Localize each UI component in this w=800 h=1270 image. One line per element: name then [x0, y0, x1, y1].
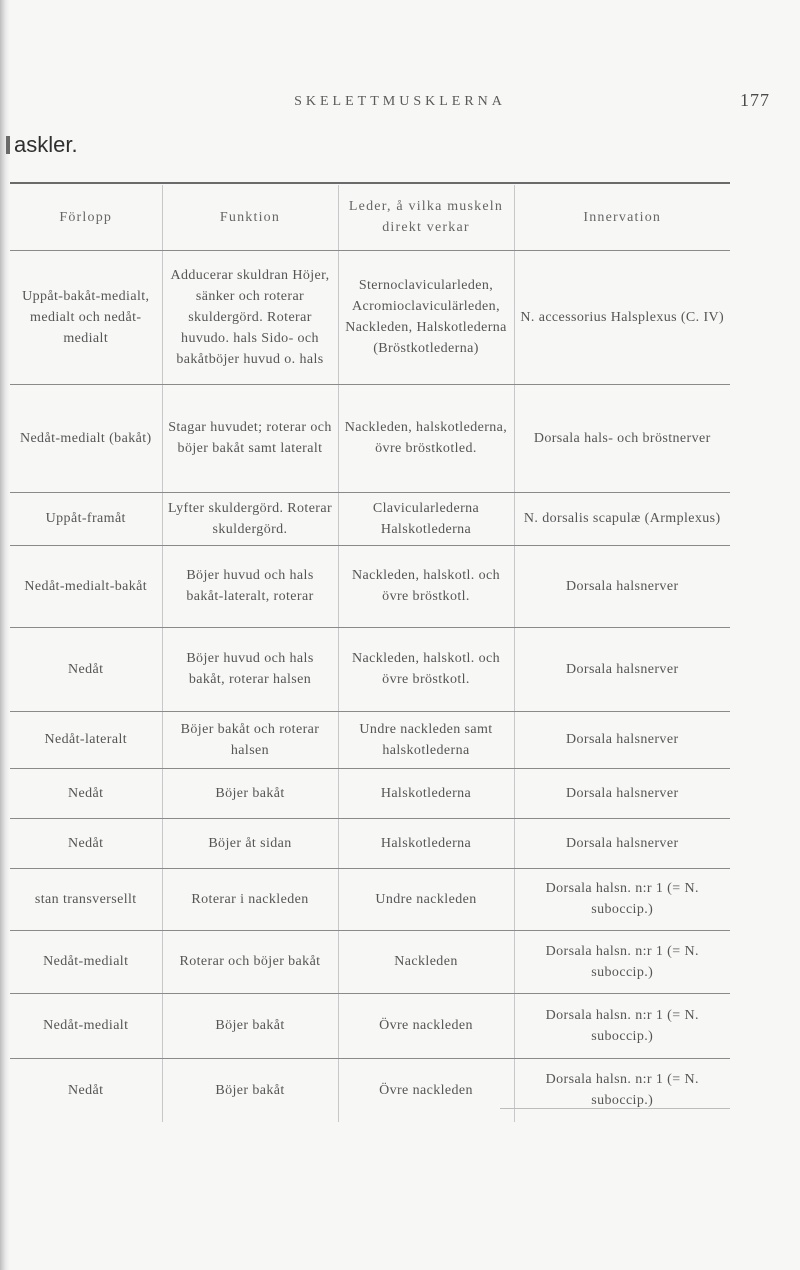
- cell-funktion: Böjer huvud och hals bakåt-lateralt, roterar: [162, 545, 338, 627]
- table-row: [10, 993, 730, 1058]
- cell-leder: Nackleden, halskotl. och övre bröstkotl.: [338, 545, 514, 627]
- cell-funktion: Roterar i nackleden: [162, 868, 338, 930]
- table-row: [10, 1058, 730, 1122]
- muscle-table: [10, 185, 730, 1122]
- section-title: askler.: [14, 132, 78, 157]
- cell-innervation: Dorsala halsnerver: [514, 545, 730, 627]
- cell-leder: Nackleden, halskotl. och övre bröstkotl.: [338, 627, 514, 711]
- cell-forlopp: Nedåt-medialt-bakåt: [10, 545, 162, 627]
- cell-leder: Halskotlederna: [338, 768, 514, 818]
- cell-leder: Undre nackleden: [338, 868, 514, 930]
- cell-forlopp: Nedåt-medialt (bakåt): [10, 384, 162, 492]
- cell-funktion: Böjer bakåt och roterar halsen: [162, 711, 338, 768]
- cell-innervation: Dorsala halsn. n:r 1 (= N. suboccip.): [514, 930, 730, 993]
- cell-forlopp: Uppåt-bakåt-medialt, medialt och nedåt-medialt: [10, 250, 162, 384]
- cell-forlopp: Nedåt-medialt: [10, 930, 162, 993]
- table-row: [10, 768, 730, 818]
- cell-leder: Nackleden: [338, 930, 514, 993]
- table-row: [10, 627, 730, 711]
- cell-funktion: Böjer åt sidan: [162, 818, 338, 868]
- cell-leder: Halskotlederna: [338, 818, 514, 868]
- table-row: [10, 384, 730, 492]
- table-row: [10, 930, 730, 993]
- table-header-row: [10, 185, 730, 250]
- cell-leder: Undre nackleden samt halskotlederna: [338, 711, 514, 768]
- cell-funktion: Roterar och böjer bakåt: [162, 930, 338, 993]
- cell-funktion: Böjer bakåt: [162, 993, 338, 1058]
- cell-innervation: Dorsala halsn. n:r 1 (= N. suboccip.): [514, 1058, 730, 1122]
- cell-forlopp: stan transversellt: [10, 868, 162, 930]
- table-row: [10, 711, 730, 768]
- cell-funktion: Böjer bakåt: [162, 768, 338, 818]
- cell-forlopp: Nedåt: [68, 1082, 104, 1098]
- column-header-leder: Leder, å vilka muskeln direkt verkar: [338, 185, 514, 250]
- cell-leder: Övre nackleden: [338, 993, 514, 1058]
- cell-innervation: Dorsala halsn. n:r 1 (= N. suboccip.): [514, 868, 730, 930]
- running-head: SKELETTMUSKLERNA: [294, 94, 506, 109]
- section-title-mark: [6, 136, 10, 154]
- cell-forlopp: Nedåt-lateralt: [10, 711, 162, 768]
- page-binding-shadow: [0, 0, 10, 1270]
- table-row: [10, 492, 730, 545]
- table-row: [10, 250, 730, 384]
- table-top-rule: [10, 182, 730, 184]
- cell-forlopp: Nedåt: [10, 818, 162, 868]
- cell-funktion: Böjer bakåt: [162, 1058, 338, 1122]
- cell-leder: Övre nackleden: [338, 1058, 514, 1122]
- cell-leder: Sternoclavicularleden, Acromioclaviculärleden, Nackleden, Halskotlederna (Bröstkotlederna): [338, 250, 514, 384]
- page-number: 177: [740, 90, 770, 110]
- cell-forlopp: Nedåt-medialt: [10, 993, 162, 1058]
- cell-innervation: Dorsala halsnerver: [514, 818, 730, 868]
- cell-funktion: Stagar huvudet; roterar och böjer bakåt samt lateralt: [162, 384, 338, 492]
- table-row: [10, 545, 730, 627]
- table-row: [10, 818, 730, 868]
- table-row: [10, 868, 730, 930]
- cell-innervation: Dorsala halsnerver: [514, 711, 730, 768]
- table-bottom-rule: [500, 1108, 730, 1109]
- cell-leder: Clavicularlederna Halskotlederna: [338, 492, 514, 545]
- cell-funktion: Böjer huvud och hals bakåt, roterar halsen: [162, 627, 338, 711]
- cell-innervation: N. accessorius Halsplexus (C. IV): [514, 250, 730, 384]
- cell-innervation: Dorsala halsnerver: [514, 627, 730, 711]
- cell-forlopp: Nedåt: [10, 627, 162, 711]
- cell-innervation: Dorsala halsn. n:r 1 (= N. suboccip.): [514, 993, 730, 1058]
- cell-funktion: Adducerar skuldran Höjer, sänker och roterar skuldergörd. Roterar huvudo. hals Sido- och bakåtböjer huvud o. hals: [162, 250, 338, 384]
- column-header-innervation: Innervation: [514, 185, 730, 250]
- cell-innervation: Dorsala halsnerver: [514, 768, 730, 818]
- cell-innervation: N. dorsalis scapulæ (Armplexus): [514, 492, 730, 545]
- cell-forlopp: Uppåt-framåt: [10, 492, 162, 545]
- cell-leder: Nackleden, halskotlederna, övre bröstkotled.: [338, 384, 514, 492]
- cell-funktion: Lyfter skuldergörd. Roterar skuldergörd.: [162, 492, 338, 545]
- cell-forlopp: Nedåt: [10, 768, 162, 818]
- column-header-funktion: Funktion: [162, 185, 338, 250]
- cell-innervation: Dorsala hals- och bröstnerver: [514, 384, 730, 492]
- column-header-forlopp: Förlopp: [10, 185, 162, 250]
